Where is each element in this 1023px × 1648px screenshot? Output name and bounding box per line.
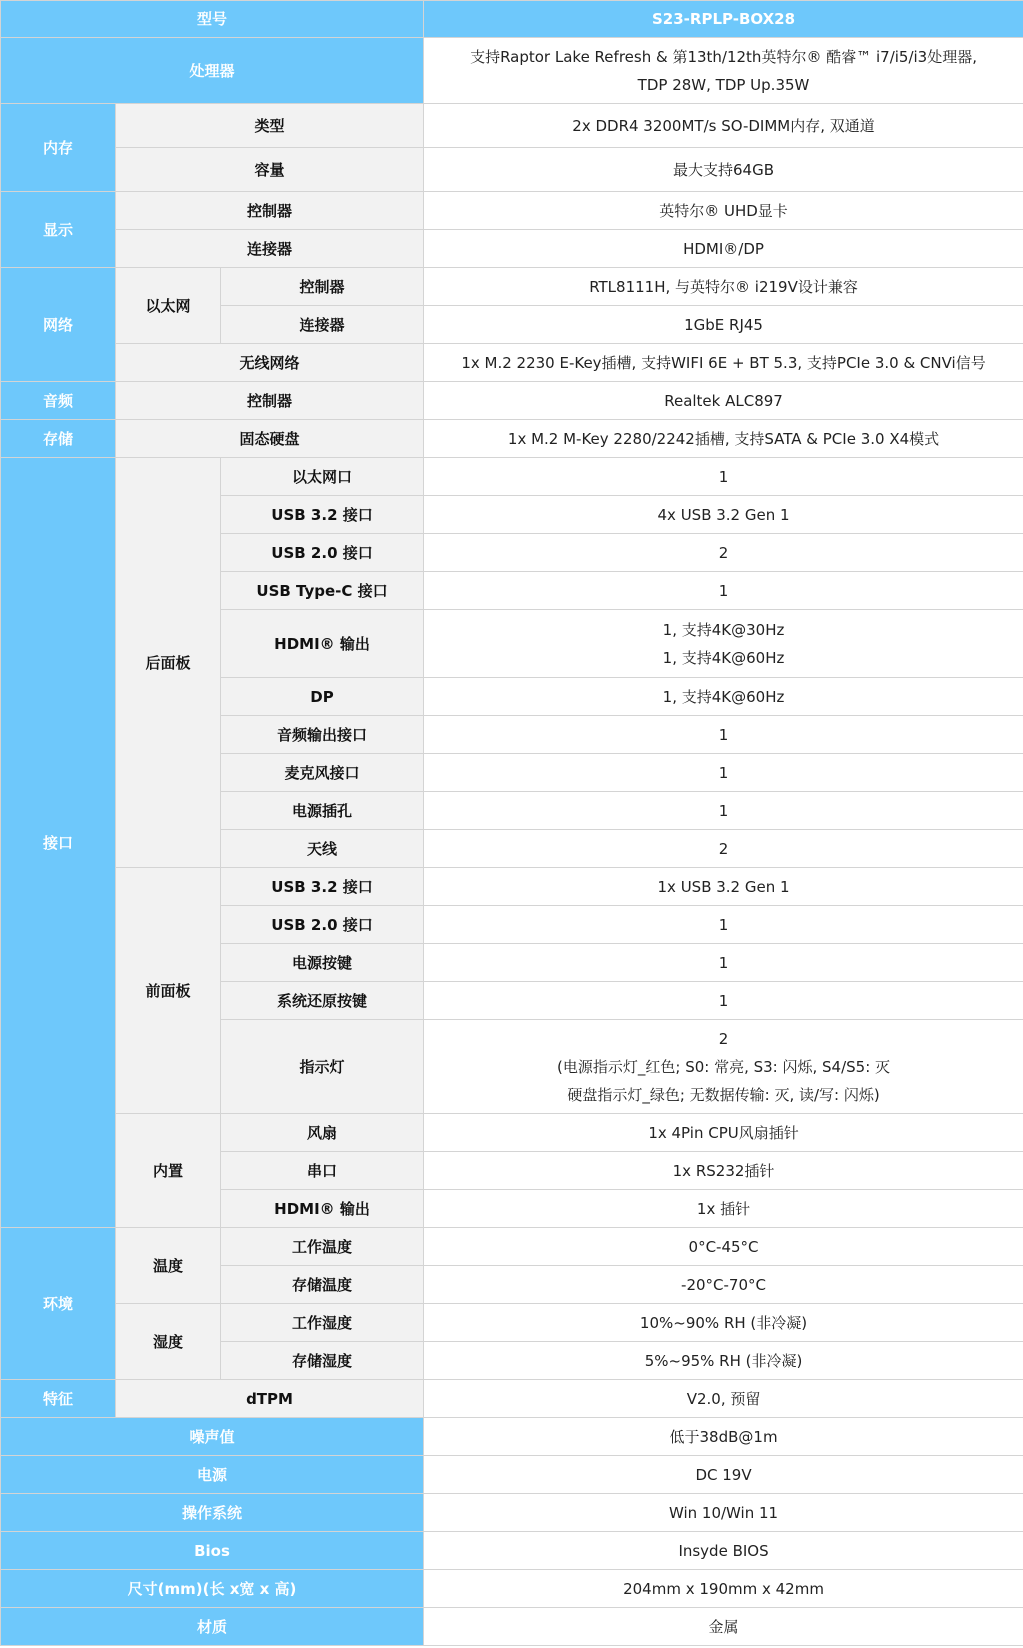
- environment-label: 环境: [1, 1228, 116, 1380]
- working-temp-label: 工作温度: [221, 1228, 424, 1266]
- internal-hdmi-label: HDMI® 输出: [221, 1190, 424, 1228]
- table-row: [1, 1114, 1023, 1152]
- memory-capacity-value: 最大支持64GB: [424, 148, 1023, 192]
- os-value: Win 10/Win 11: [424, 1494, 1023, 1532]
- dtpm-label: dTPM: [116, 1380, 424, 1418]
- processor-row: [1, 38, 1023, 104]
- front-power-button-label: 电源按键: [221, 944, 424, 982]
- ssd-value: 1x M.2 M-Key 2280/2242插槽, 支持SATA & PCIe 3.0 X4模式: [424, 420, 1023, 458]
- working-humidity-label: 工作湿度: [221, 1304, 424, 1342]
- interface-label: 接口: [1, 458, 116, 1228]
- network-controller-value: RTL8111H, 与英特尔® i219V设计兼容: [424, 268, 1023, 306]
- internal-fan-value: 1x 4Pin CPU风扇插针: [424, 1114, 1023, 1152]
- bios-value: Insyde BIOS: [424, 1532, 1023, 1570]
- ssd-label: 固态硬盘: [116, 420, 424, 458]
- internal-label: 内置: [116, 1114, 221, 1228]
- processor-value-line1: 支持Raptor Lake Refresh & 第13th/12th英特尔® 酷睿™ i7/i5/i3处理器,: [470, 47, 977, 66]
- audio-label: 音频: [1, 382, 116, 420]
- rear-hdmi-value-line1: 1, 支持4K@30Hz: [662, 620, 785, 639]
- os-row: [1, 1494, 1023, 1532]
- model-value: S23-RPLP-BOX28: [424, 1, 1023, 38]
- display-controller-row: [1, 192, 1023, 230]
- wireless-row: [1, 344, 1023, 382]
- rear-power-jack-value: 1: [424, 792, 1023, 830]
- storage-temp-value: -20°C-70°C: [424, 1266, 1023, 1304]
- rear-mic-label: 麦克风接口: [221, 754, 424, 792]
- rear-power-jack-label: 电源插孔: [221, 792, 424, 830]
- storage-humidity-label: 存储湿度: [221, 1342, 424, 1380]
- internal-fan-label: 风扇: [221, 1114, 424, 1152]
- network-label: 网络: [1, 268, 116, 382]
- rear-hdmi-label: HDMI® 输出: [221, 610, 424, 678]
- rear-antenna-label: 天线: [221, 830, 424, 868]
- bios-row: [1, 1532, 1023, 1570]
- working-humidity-value: 10%~90% RH (非冷凝): [424, 1304, 1023, 1342]
- network-connector-label: 连接器: [221, 306, 424, 344]
- header-row: [1, 1, 1023, 38]
- front-usb20-label: USB 2.0 接口: [221, 906, 424, 944]
- network-controller-label: 控制器: [221, 268, 424, 306]
- power-value: DC 19V: [424, 1456, 1023, 1494]
- network-connector-value: 1GbE RJ45: [424, 306, 1023, 344]
- display-controller-value: 英特尔® UHD显卡: [424, 192, 1023, 230]
- storage-temp-label: 存储温度: [221, 1266, 424, 1304]
- display-connector-value: HDMI®/DP: [424, 230, 1023, 268]
- storage-row: [1, 420, 1023, 458]
- table-row: [1, 1228, 1023, 1266]
- dimensions-row: [1, 1570, 1023, 1608]
- memory-type-row: [1, 104, 1023, 148]
- dimensions-label: 尺寸(mm)(长 x宽 x 高): [1, 1570, 424, 1608]
- rear-dp-label: DP: [221, 678, 424, 716]
- model-label: 型号: [1, 1, 424, 38]
- rear-hdmi-value-line2: 1, 支持4K@60Hz: [662, 648, 785, 667]
- rear-audio-out-value: 1: [424, 716, 1023, 754]
- features-row: [1, 1380, 1023, 1418]
- material-row: [1, 1608, 1023, 1646]
- processor-label: 处理器: [1, 38, 424, 104]
- memory-type-value: 2x DDR4 3200MT/s SO-DIMM内存, 双通道: [424, 104, 1023, 148]
- front-restore-button-label: 系统还原按键: [221, 982, 424, 1020]
- front-indicator-label: 指示灯: [221, 1020, 424, 1114]
- rear-ethernet-value: 1: [424, 458, 1023, 496]
- front-panel-label: 前面板: [116, 868, 221, 1114]
- table-row: [1, 458, 1023, 496]
- network-controller-row: [1, 268, 1023, 306]
- front-indicator-value: [424, 1020, 1023, 1114]
- front-indicator-value-line1: 2: [718, 1029, 729, 1048]
- memory-capacity-label: 容量: [116, 148, 424, 192]
- temperature-label: 温度: [116, 1228, 221, 1304]
- front-restore-button-value: 1: [424, 982, 1023, 1020]
- power-row: [1, 1456, 1023, 1494]
- wireless-value: 1x M.2 2230 E-Key插槽, 支持WIFI 6E + BT 5.3, 支持PCIe 3.0 & CNVi信号: [424, 344, 1023, 382]
- noise-row: [1, 1418, 1023, 1456]
- working-temp-value: 0°C-45°C: [424, 1228, 1023, 1266]
- rear-mic-value: 1: [424, 754, 1023, 792]
- humidity-label: 湿度: [116, 1304, 221, 1380]
- front-usb20-value: 1: [424, 906, 1023, 944]
- memory-capacity-row: [1, 148, 1023, 192]
- material-label: 材质: [1, 1608, 424, 1646]
- display-connector-label: 连接器: [116, 230, 424, 268]
- rear-typec-label: USB Type-C 接口: [221, 572, 424, 610]
- noise-label: 噪声值: [1, 1418, 424, 1456]
- rear-usb20-label: USB 2.0 接口: [221, 534, 424, 572]
- rear-audio-out-label: 音频输出接口: [221, 716, 424, 754]
- audio-controller-value: Realtek ALC897: [424, 382, 1023, 420]
- dtpm-value: V2.0, 预留: [424, 1380, 1023, 1418]
- rear-usb32-label: USB 3.2 接口: [221, 496, 424, 534]
- display-connector-row: [1, 230, 1023, 268]
- front-indicator-value-line3: 硬盘指示灯_绿色; 无数据传输: 灭, 读/写: 闪烁): [567, 1085, 880, 1104]
- noise-value: 低于38dB@1m: [424, 1418, 1023, 1456]
- internal-hdmi-value: 1x 插针: [424, 1190, 1023, 1228]
- rear-antenna-value: 2: [424, 830, 1023, 868]
- features-label: 特征: [1, 1380, 116, 1418]
- table-row: [1, 868, 1023, 906]
- display-label: 显示: [1, 192, 116, 268]
- memory-type-label: 类型: [116, 104, 424, 148]
- storage-humidity-value: 5%~95% RH (非冷凝): [424, 1342, 1023, 1380]
- rear-ethernet-label: 以太网口: [221, 458, 424, 496]
- internal-serial-value: 1x RS232插针: [424, 1152, 1023, 1190]
- front-power-button-value: 1: [424, 944, 1023, 982]
- rear-panel-label: 后面板: [116, 458, 221, 868]
- front-usb32-value: 1x USB 3.2 Gen 1: [424, 868, 1023, 906]
- rear-usb20-value: 2: [424, 534, 1023, 572]
- storage-label: 存储: [1, 420, 116, 458]
- dimensions-value: 204mm x 190mm x 42mm: [424, 1570, 1023, 1608]
- wireless-label: 无线网络: [116, 344, 424, 382]
- rear-typec-value: 1: [424, 572, 1023, 610]
- rear-dp-value: 1, 支持4K@60Hz: [424, 678, 1023, 716]
- os-label: 操作系统: [1, 1494, 424, 1532]
- front-usb32-label: USB 3.2 接口: [221, 868, 424, 906]
- display-controller-label: 控制器: [116, 192, 424, 230]
- power-label: 电源: [1, 1456, 424, 1494]
- table-row: [1, 1304, 1023, 1342]
- rear-usb32-value: 4x USB 3.2 Gen 1: [424, 496, 1023, 534]
- processor-value: [424, 38, 1023, 104]
- memory-label: 内存: [1, 104, 116, 192]
- audio-row: [1, 382, 1023, 420]
- material-value: 金属: [424, 1608, 1023, 1646]
- front-indicator-value-line2: (电源指示灯_红色; S0: 常亮, S3: 闪烁, S4/S5: 灭: [557, 1057, 891, 1076]
- bios-label: Bios: [1, 1532, 424, 1570]
- internal-serial-label: 串口: [221, 1152, 424, 1190]
- ethernet-label: 以太网: [116, 268, 221, 344]
- processor-value-line2: TDP 28W, TDP Up.35W: [637, 75, 810, 94]
- audio-controller-label: 控制器: [116, 382, 424, 420]
- rear-hdmi-value: [424, 610, 1023, 678]
